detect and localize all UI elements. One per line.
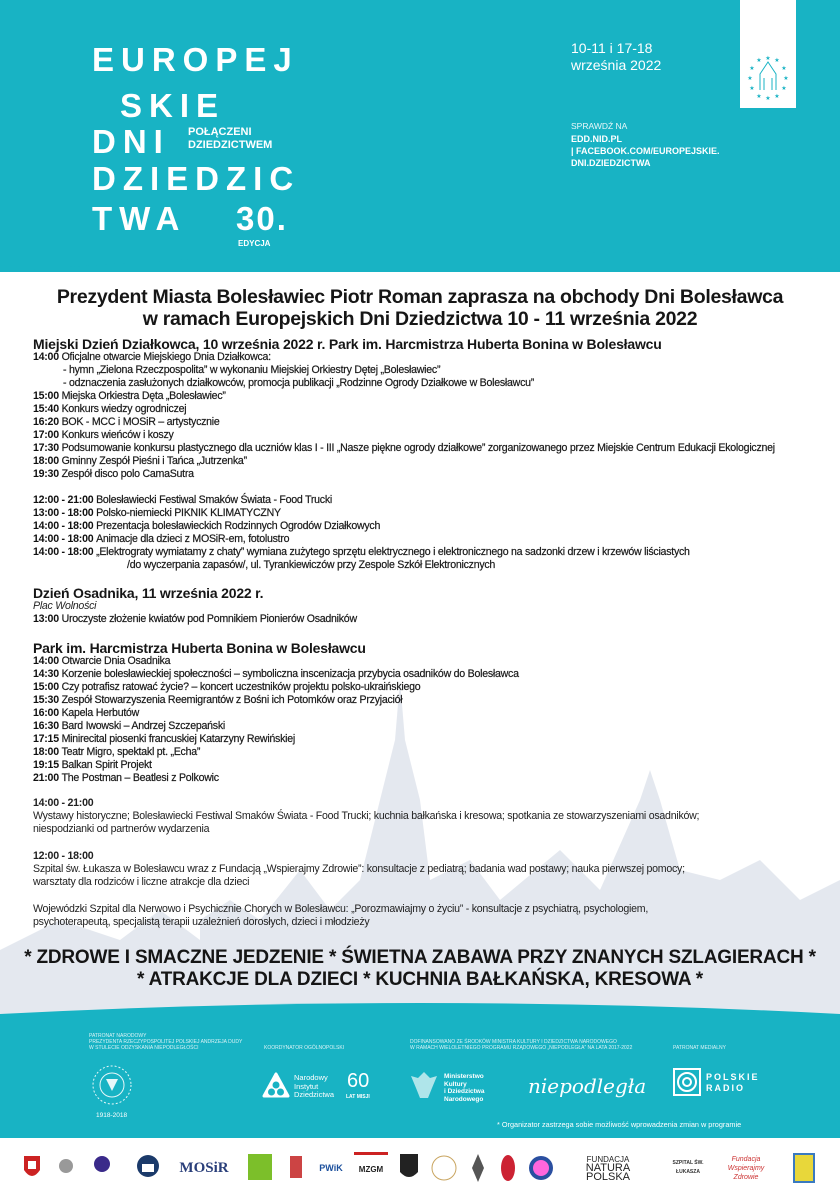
svg-text:★: ★	[747, 76, 753, 82]
block-text: niespodzianki od partnerów wydarzenia	[33, 823, 210, 835]
links	[571, 133, 720, 169]
block-text: Wystawy historyczne; Bolesławiecki Festiwal Smaków Świata - Food Trucki; kuchnia bałkańska i kresowa; spotkania ze stowarzyszeniami osadników;	[33, 810, 700, 822]
polskie-radio-icon	[673, 1068, 701, 1096]
schedule-item	[33, 733, 813, 746]
schedule-item	[33, 694, 813, 707]
link-facebook[interactable]: | FACEBOOK.COM/EUROPEJSKIE.	[571, 146, 720, 156]
schedule-item	[33, 655, 813, 668]
schedule-item	[33, 720, 813, 733]
event-time: 18:00	[33, 455, 59, 467]
schedule-item	[33, 377, 813, 390]
partner-logo-icon	[56, 1152, 76, 1184]
park-heading: Park im. Harcmistrza Huberta Bonina w Bolesławcu	[33, 640, 366, 656]
event-time: 19:15	[33, 759, 59, 771]
svg-text:★: ★	[783, 76, 789, 82]
event-description: Czy potrafisz ratować życie? – koncert uczestników projektu polsko-ukraińskiego	[61, 681, 421, 693]
event-time: 15:00	[33, 390, 59, 402]
logo-line: SKIE	[120, 87, 226, 124]
svg-text:★: ★	[749, 66, 755, 72]
program-content	[33, 286, 813, 929]
tagline-1: POŁĄCZENI	[188, 126, 252, 138]
presidential-seal-icon	[90, 1063, 134, 1107]
svg-text:★: ★	[765, 56, 771, 62]
natura-line: FUNDACJA	[586, 1154, 630, 1164]
mzgm-logo: MZGM	[354, 1152, 388, 1184]
pwik-logo: PWiK	[319, 1162, 343, 1173]
allday-item	[33, 520, 813, 533]
event-description: Animacje dla dzieci z MOSiR-em, fotolustro	[96, 533, 290, 545]
schedule-item	[33, 668, 813, 681]
book-logo-icon	[136, 1152, 160, 1184]
schedule-item	[33, 364, 813, 377]
schedule-item	[33, 681, 813, 694]
event-description: Korzenie bolesławieckiej społeczności – symboliczna inscenizacja przybycia osadników do Bolesławca	[61, 668, 519, 680]
event-time: 17:15	[33, 733, 59, 745]
day1-heading: Miejski Dzień Działkowca, 10 września 2022 r. Park im. Harcmistrza Huberta Bonina w Bolesławcu	[33, 336, 662, 352]
schedule-item	[33, 403, 813, 416]
edition-label: EDYCJA	[238, 239, 271, 248]
event-description: Minirecital piosenki francuskiej Katarzyny Rewińskiej	[61, 733, 296, 745]
patronage-text: W STULECIE ODZYSKANIA NIEPODLEGŁOŚCI	[89, 1045, 199, 1051]
ministry-line: Ministerstwo	[444, 1073, 484, 1080]
event-description: Balkan Spirit Projekt	[61, 759, 152, 771]
block-time: 14:00 - 21:00	[33, 797, 94, 809]
disclaimer: * Organizator zastrzega sobie możliwość wprowadzenia zmian w programie	[497, 1120, 742, 1129]
event-description: Oficjalne otwarcie Miejskiego Dnia Działkowca:	[61, 351, 271, 363]
sponsors-footer	[0, 1000, 840, 1138]
header-curve	[0, 250, 840, 290]
schedule-item	[33, 468, 813, 481]
event-time: 14:00 - 18:00	[33, 546, 94, 558]
ministry-line: Narodowego	[444, 1095, 484, 1103]
logo-line: DNI	[92, 123, 170, 160]
logo-line: DZIEDZIC	[92, 160, 301, 197]
nid-text	[294, 1074, 334, 1100]
svg-text:★: ★	[781, 66, 787, 72]
svg-text:★: ★	[756, 58, 762, 64]
stars-castle-icon	[740, 0, 796, 108]
svg-text:★: ★	[756, 94, 762, 100]
nid-logo-icon	[262, 1072, 290, 1100]
link-facebook-cont[interactable]: DNI.DZIEDZICTWA	[571, 158, 651, 168]
svg-text:★: ★	[781, 86, 787, 92]
event-description: Uroczyste złożenie kwiatów pod Pomnikiem Pionierów Osadników	[61, 613, 357, 625]
partner-logo-icon	[92, 1152, 112, 1184]
block-text: warsztaty dla rodziców i liczne atrakcje dla dzieci	[33, 876, 250, 888]
event-time: 21:00	[33, 772, 59, 784]
event-time: 19:30	[33, 468, 59, 480]
event-description: The Postman – Beatlesi z Polkowic	[61, 772, 219, 784]
leaf-logo-icon	[430, 1152, 458, 1184]
event-time: 14:00	[33, 655, 59, 667]
event-description: Konkurs wiedzy ogrodniczej	[61, 403, 187, 415]
partner-logo-icon	[792, 1152, 816, 1184]
slogan-line: * ZDROWE I SMACZNE JEDZENIE * ŚWIETNA ZABAWA PRZY ZNANYCH SZLAGIERACH *	[24, 947, 816, 968]
title-line: Prezydent Miasta Bolesławiec Piotr Roman zaprasza na obchody Dni Bolesławca	[56, 286, 784, 308]
funding-text: W RAMACH WIELOLETNIEGO PROGRAMU RZĄDOWEGO „NIEPODLEGŁA” NA LATA 2017-2022	[410, 1045, 633, 1051]
svg-text:★: ★	[774, 94, 780, 100]
svg-text:★: ★	[749, 86, 755, 92]
schedule-item	[33, 613, 813, 626]
invitation-title	[33, 286, 807, 330]
event-description: „Elektrograty wymiatamy z chaty” wymiana zużytego sprzętu elektrycznego i elektronicznego na sadzonki drzew i krzewów liściastych	[96, 546, 690, 558]
block-text: psychoterapeutą, specjalistą terapii uzależnień dorosłych, dzieci i młodzieży	[33, 916, 370, 928]
event-description: /do wyczerpania zapasów/, ul. Tyrankiewiczów przy Zespole Szkół Elektronicznych	[127, 559, 496, 571]
schedule-item	[33, 416, 813, 429]
event-time: 14:00	[33, 351, 59, 363]
event-description: Bard Iwowski – Andrzej Szczepański	[61, 720, 225, 732]
natura-polska-logo	[566, 1152, 650, 1184]
event-description: BOK - MCC i MOSiR – artystycznie	[61, 416, 220, 428]
event-description: Zespół disco polo CamaSutra	[61, 468, 194, 480]
svg-text:★: ★	[774, 58, 780, 64]
event-description: Prezentacja bolesławieckich Rodzinnych Ogrodów Działkowych	[96, 520, 381, 532]
event-time: 18:00	[33, 746, 59, 758]
schedule-item	[33, 772, 813, 785]
block-text: Wojewódzki Szpital dla Nerwowo i Psychicznie Chorych w Bolesławcu: „Porozmawiajmy o życiu” - konsultacje z psychiatrą, psychologiem,	[33, 903, 649, 915]
event-time: 17:00	[33, 429, 59, 441]
schedule-item	[33, 707, 813, 720]
schedule-item	[33, 759, 813, 772]
police-emblem-icon	[470, 1152, 486, 1184]
schedule-item	[33, 429, 813, 442]
event-description: Podsumowanie konkursu plastycznego dla uczniów klas I - III „Nasze piękne ogrody działkowe” zorganizowanego przez Miejskie Centrum Edukacji Ekologicznej	[61, 442, 775, 454]
event-time: 12:00 - 21:00	[33, 494, 94, 506]
radio-line: POLSKIE	[706, 1072, 760, 1082]
ministry-text	[444, 1073, 484, 1103]
allday-item	[33, 559, 813, 572]
schedule-item	[33, 351, 813, 364]
event-description: Teatr Migro, spektakl pt. „Echa”	[61, 746, 201, 758]
event-time: 14:00 - 18:00	[33, 520, 94, 532]
partner-logo-icon	[288, 1152, 304, 1184]
dates-line: 10-11 i 17-18	[571, 40, 653, 56]
ministry-line: Kultury	[444, 1080, 467, 1088]
natura-line: NATURA POLSKA	[585, 1161, 631, 1183]
event-description: Bolesławiecki Festiwal Smaków Świata - Food Trucki	[96, 494, 333, 506]
szpital-logo: SZPITAL ŚW. ŁUKASZA	[672, 1160, 704, 1175]
nid-60-label: LAT MISJI	[346, 1094, 370, 1100]
niepodlegla-logo: niepodległa	[528, 1074, 647, 1098]
svg-text:★: ★	[765, 96, 771, 102]
event-time: 16:00	[33, 707, 59, 719]
polskie-radio-text	[706, 1072, 760, 1094]
ministry-line: i Dziedzictwa	[444, 1088, 485, 1095]
logo-line: TWA	[92, 200, 187, 237]
schedule-item	[33, 746, 813, 759]
funding-text: DOFINANSOWANO ZE ŚRODKÓW MINISTRA KULTURY I DZIEDZICTWA NARODOWEGO	[410, 1039, 617, 1045]
logo-line: EUROPEJ	[92, 41, 299, 78]
event-time: 15:30	[33, 694, 59, 706]
eagle-icon	[410, 1070, 438, 1102]
patronage-text: PATRONAT NARODOWY	[89, 1033, 147, 1039]
slogan-line: * ATRAKCJE DLA DZIECI * KUCHNIA BAŁKAŃSKA, KRESOWA *	[137, 969, 703, 990]
event-time: 17:30	[33, 442, 59, 454]
check-label: SPRAWDŹ NA	[571, 121, 628, 131]
event-description: Konkurs wieńców i koszy	[61, 429, 174, 441]
block-text: Szpital św. Łukasza w Bolesławcu wraz z Fundacją „Wspierajmy Zdrowie”: konsultacje z pediatrą; badania wad postawy; nauka pierwszej pomocy;	[33, 863, 685, 875]
allday-item	[33, 494, 813, 507]
coordinator-label: KOORDYNATOR OGÓLNOPOLSKI	[264, 1045, 345, 1051]
years-label: 1918-2018	[96, 1112, 128, 1119]
schedule-item	[33, 442, 813, 455]
event-description: Miejska Orkiestra Dęta „Bolesławiec”	[61, 390, 226, 402]
patronage-text: PREZYDENTA RZECZYPOSPOLITEJ POLSKIEJ ANDRZEJA DUDY	[89, 1039, 243, 1045]
event-description: - hymn „Zielona Rzeczpospolita” w wykonaniu Miejskiej Orkiestry Dętej „Bolesławiec”	[63, 364, 441, 376]
nid-line: Instytut	[294, 1081, 319, 1091]
day2-place: Plac Wolności	[33, 600, 97, 612]
radio-line: RADIO	[706, 1083, 745, 1093]
nid-line: Narodowy	[294, 1073, 328, 1082]
event-description: Polsko-niemiecki PIKNIK KLIMATYCZNY	[96, 507, 281, 519]
partner-logo-icon	[527, 1152, 555, 1184]
event-time: 14:00 - 18:00	[33, 533, 94, 545]
dates-line: września 2022	[571, 57, 662, 73]
event-dates	[571, 40, 661, 74]
event-description: Zespół Stowarzyszenia Reemigrantów z Bośni ich Potomków oraz Przyjaciół	[61, 694, 403, 706]
event-time: 15:00	[33, 681, 59, 693]
nid-60: 60	[347, 1070, 370, 1092]
schedule-item	[33, 455, 813, 468]
title-line: w ramach Europejskich Dni Dziedzictwa 10 - 11 września 2022	[142, 308, 698, 330]
fire-brigade-icon	[398, 1152, 420, 1184]
event-description: Otwarcie Dnia Osadnika	[61, 655, 171, 667]
event-time: 16:20	[33, 416, 59, 428]
allday-item	[33, 546, 813, 559]
media-patronage-label: PATRONAT MEDIALNY	[673, 1045, 726, 1051]
wspierajmy-zdrowie-logo: Fundacja Wspierajmy Zdrowie	[727, 1155, 765, 1181]
city-coat-of-arms-icon	[22, 1152, 42, 1184]
block-time: 12:00 - 18:00	[33, 850, 94, 862]
event-time: 16:30	[33, 720, 59, 732]
schedule-item	[33, 390, 813, 403]
header-banner	[0, 0, 840, 272]
event-time: 15:40	[33, 403, 59, 415]
event-description: Gminny Zespół Pieśni i Tańca „Jutrzenka”	[61, 455, 247, 467]
nid-line: Dziedzictwa	[294, 1090, 335, 1099]
tagline-2: DZIEDZICTWEM	[188, 139, 273, 151]
edition-number: 30.	[236, 200, 288, 237]
day2-heading: Dzień Osadnika, 11 września 2022 r.	[33, 585, 264, 601]
eu-heritage-logo	[740, 0, 796, 108]
event-description: Kapela Herbutów	[61, 707, 140, 719]
mosir-logo: MOSiR	[179, 1159, 229, 1176]
event-time: 14:30	[33, 668, 59, 680]
link-edd[interactable]: EDD.NID.PL	[571, 134, 623, 144]
event-time: 13:00 - 18:00	[33, 507, 94, 519]
pzd-logo-icon	[246, 1152, 274, 1184]
event-time: 13:00	[33, 613, 59, 625]
partner-crest-icon	[498, 1152, 518, 1184]
allday-item	[33, 507, 813, 520]
event-description: - odznaczenia zasłużonych działkowców, promocja publikacji „Rodzinne Ogrody Działkowe w Bolesławcu”	[63, 377, 535, 389]
allday-item	[33, 533, 813, 546]
